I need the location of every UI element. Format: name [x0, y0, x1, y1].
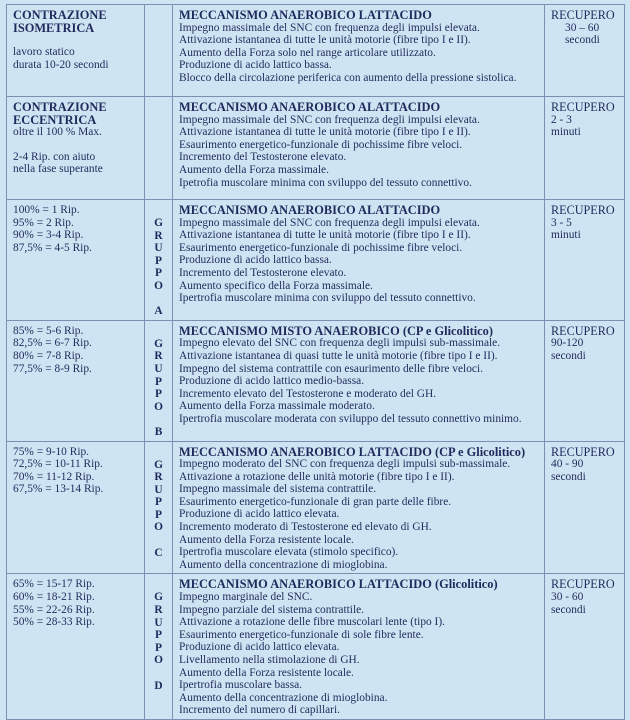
group-letter: O — [154, 400, 163, 413]
mechanism-line: Produzione di acido lattico elevata. — [179, 508, 340, 521]
mechanism-line: Aumento specifico della Forza massimale. — [179, 279, 373, 292]
mechanism-cell — [173, 5, 545, 97]
mechanism-line: Produzione di acido lattico bassa. — [179, 254, 332, 267]
load-line: 2-4 Rip. con aiuto — [13, 150, 96, 163]
group-letter: U — [154, 616, 163, 629]
load-line: 60% = 18-21 Rip. — [13, 591, 95, 604]
mechanism-line: Incremento moderato di Testosterone ed elevato di GH. — [179, 521, 432, 534]
mechanism-line: Produzione di acido lattico medio-bassa. — [179, 375, 365, 388]
group-letter: O — [154, 521, 163, 534]
mechanism-cell — [173, 320, 545, 441]
group-letter — [151, 413, 166, 426]
recovery-title: RECUPERO — [551, 101, 615, 114]
load-line: 70% = 11-12 Rip. — [13, 470, 95, 483]
mechanism-cell — [173, 441, 545, 574]
recovery-cell — [545, 574, 625, 720]
mechanism-line: Esaurimento energetico-funzionale di pochissime fibre veloci. — [179, 241, 463, 254]
recovery-value: secondi — [565, 34, 600, 47]
group-letter — [151, 534, 166, 547]
load-line: lavoro statico — [13, 46, 75, 59]
load-line: 77,5% = 8-9 Rip. — [13, 362, 92, 375]
mechanism-line: Impegno massimale del sistema contrattile. — [179, 483, 377, 496]
recovery-cell — [545, 200, 625, 321]
mechanism-cell — [173, 97, 545, 200]
mechanism-line: Attivazione istantanea di tutte le unità motorie (fibre tipo I e II). — [179, 126, 471, 139]
recovery-value: secondi — [551, 349, 586, 362]
training-table — [6, 4, 625, 720]
load-line — [13, 139, 138, 151]
load-line: 72,5% = 10-11 Rip. — [13, 458, 103, 471]
load-line: 100% = 1 Rip. — [13, 204, 80, 216]
mechanism-line: Attivazione a rotazione delle unità motorie (fibre tipo I e II). — [179, 470, 455, 483]
group-letter: R — [154, 471, 163, 484]
table-row — [7, 200, 625, 321]
group-letter: P — [155, 267, 162, 280]
group-letter: P — [155, 254, 162, 267]
group-letter: A — [154, 305, 163, 318]
group-letter: O — [154, 279, 163, 292]
mechanism-line: Livellamento nella stimolazione di GH. — [179, 654, 360, 666]
load-line — [13, 34, 138, 46]
mechanism-line: Esaurimento energetico-funzionale di gran parte delle fibre. — [179, 495, 452, 508]
group-label — [145, 200, 173, 321]
group-label — [145, 320, 173, 441]
load-line: oltre il 100 % Max. — [13, 126, 102, 139]
load-line: nella fase superante — [13, 163, 103, 176]
load-cell — [7, 5, 145, 97]
mechanism-line: Attivazione a rotazione delle fibre muscolari lente (tipo I). — [179, 616, 445, 629]
load-line: durata 10-20 secondi — [13, 58, 109, 71]
mechanism-title: MECCANISMO ANAEROBICO LATTACIDO (CP e Glicolitico) — [179, 445, 526, 459]
mechanism-line: Ipertrofia muscolare minima con sviluppo del tessuto connettivo. — [179, 292, 476, 305]
group-letter: U — [154, 483, 163, 496]
recovery-title: RECUPERO — [551, 204, 615, 217]
recovery-cell — [545, 441, 625, 574]
mechanism-line: Produzione di acido lattico bassa. — [179, 59, 332, 72]
recovery-cell — [545, 5, 625, 97]
mechanism-cell — [173, 200, 545, 321]
recovery-title: RECUPERO — [551, 445, 615, 459]
group-letter: U — [154, 362, 163, 375]
group-letter: P — [155, 508, 162, 521]
recovery-value: minuti — [551, 229, 581, 242]
mechanism-line: Impegno parziale del sistema contrattile. — [179, 603, 365, 616]
group-letter: R — [154, 604, 163, 617]
group-letter: U — [154, 242, 163, 255]
mechanism-title: MECCANISMO ANAEROBICO LATTACIDO (Glicolitico) — [179, 578, 498, 592]
mechanism-line: Incremento del Testosterone elevato. — [179, 151, 347, 164]
load-cell — [7, 320, 145, 441]
group-letter: O — [154, 654, 163, 667]
load-line: 65% = 15-17 Rip. — [13, 578, 95, 591]
mechanism-line: Produzione di acido lattico elevata. — [179, 641, 340, 654]
mechanism-line: Aumento della Forza massimale. — [179, 163, 329, 176]
group-letter: P — [155, 388, 162, 401]
table-row — [7, 5, 625, 97]
group-letter — [151, 293, 166, 306]
contraction-title: ISOMETRICA — [13, 21, 95, 35]
table-row — [7, 97, 625, 200]
mechanism-line: Ipetrofia muscolare minima con sviluppo del tessuto connettivo. — [179, 176, 472, 189]
recovery-value: 30 - 60 — [551, 591, 584, 604]
mechanism-line: Aumento della Forza resistente locale. — [179, 666, 354, 679]
mechanism-line: Incremento del numero di capillari. — [179, 704, 340, 717]
mechanism-line: Aumento della Forza solo nel range articolare utilizzato. — [179, 46, 436, 59]
mechanism-line: Aumento della Forza resistente locale. — [179, 533, 354, 546]
mechanism-line: Aumento della Forza massimale moderato. — [179, 400, 375, 413]
group-letter: D — [154, 679, 163, 692]
group-label — [145, 441, 173, 574]
load-line: 95% = 2 Rip. — [13, 216, 74, 229]
recovery-value: secondi — [551, 603, 586, 616]
recovery-value: secondi — [551, 470, 586, 483]
load-line: 90% = 3-4 Rip. — [13, 229, 84, 242]
load-cell — [7, 441, 145, 574]
group-letter: P — [155, 641, 162, 654]
recovery-title: RECUPERO — [551, 578, 615, 592]
load-line: 67,5% = 13-14 Rip. — [13, 483, 104, 496]
group-label — [145, 574, 173, 720]
mechanism-line: Impegno marginale del SNC. — [179, 591, 313, 604]
group-letter: P — [155, 375, 162, 388]
load-line: 85% = 5-6 Rip. — [13, 324, 84, 337]
group-letter: G — [154, 458, 163, 471]
load-cell — [7, 200, 145, 321]
recovery-value: 30 – 60 — [565, 21, 600, 34]
group-letter: P — [155, 629, 162, 642]
contraction-title: ECCENTRICA — [13, 113, 97, 127]
group-label — [145, 97, 173, 200]
group-letter: G — [154, 217, 163, 229]
mechanism-line: Ipertrofia muscolare moderata con sviluppo del tessuto connettivo minimo. — [179, 412, 522, 425]
mechanism-line: Attivazione istantanea di tutte le unità motorie (fibre tipo I e II). — [179, 34, 471, 47]
recovery-cell — [545, 320, 625, 441]
mechanism-line: Blocco della circolazione periferica con aumento della pressione sistolica. — [179, 71, 517, 84]
group-letter: G — [154, 591, 163, 604]
recovery-value: 3 - 5 — [551, 216, 572, 229]
table-row — [7, 574, 625, 720]
contraction-title: CONTRAZIONE — [13, 101, 107, 114]
mechanism-line: Ipertrofia muscolare elevata (stimolo specifico). — [179, 546, 399, 559]
mechanism-title: MECCANISMO MISTO ANAEROBICO (CP e Glicolitico) — [179, 324, 494, 338]
mechanism-line: Impegno massimale del SNC con frequenza degli impulsi elevata. — [179, 113, 480, 126]
load-line: 87,5% = 4-5 Rip. — [13, 241, 92, 254]
load-line: 55% = 22-26 Rip. — [13, 603, 95, 616]
group-letter: P — [155, 496, 162, 509]
load-line: 82,5% = 6-7 Rip. — [13, 337, 92, 350]
load-line: 80% = 7-8 Rip. — [13, 349, 84, 362]
group-label — [145, 5, 173, 97]
mechanism-line: Esaurimento energetico-funzionale di sole fibre lente. — [179, 628, 424, 641]
group-letter: R — [154, 229, 163, 242]
load-line: 50% = 28-33 Rip. — [13, 616, 95, 629]
recovery-cell — [545, 97, 625, 200]
group-letter: C — [154, 546, 163, 559]
mechanism-line: Incremento elevato del Testosterone e moderato del GH. — [179, 387, 437, 400]
mechanism-line: Impegno elevato del SNC con frequenza degli impulsi sub-massimale. — [179, 337, 501, 350]
recovery-value: 2 - 3 — [551, 113, 572, 126]
group-letter — [151, 667, 166, 680]
mechanism-line: Incremento del Testosterone elevato. — [179, 266, 347, 279]
group-letter: B — [154, 425, 163, 438]
mechanism-title: MECCANISMO ANAEROBICO ALATTACIDO — [179, 101, 441, 114]
mechanism-title: MECCANISMO ANAEROBICO LATTACIDO — [179, 9, 432, 22]
contraction-title: CONTRAZIONE — [13, 9, 107, 22]
mechanism-line: Attivazione istantanea di quasi tutte le unità motorie (fibre tipo I e II). — [179, 349, 498, 362]
load-cell — [7, 97, 145, 200]
mechanism-line: Attivazione istantanea di tutte le unità motorie (fibre tipo I e II). — [179, 229, 471, 242]
recovery-value: 90-120 — [551, 337, 584, 350]
mechanism-title: MECCANISMO ANAEROBICO ALATTACIDO — [179, 204, 441, 217]
mechanism-line: Esaurimento energetico-funzionale di pochissime fibre veloci. — [179, 138, 463, 151]
mechanism-line: Aumento della concentrazione di mioglobina. — [179, 558, 388, 571]
mechanism-line: Ipertrofia muscolare bassa. — [179, 679, 303, 692]
table-row — [7, 320, 625, 441]
recovery-value: minuti — [551, 126, 581, 139]
recovery-value: 40 - 90 — [551, 458, 584, 471]
group-letter: G — [154, 337, 163, 350]
mechanism-line: Impegno moderato del SNC con frequenza degli impulsi sub-massimale. — [179, 458, 511, 471]
mechanism-line: Aumento della concentrazione di mioglobina. — [179, 691, 388, 704]
group-letter: R — [154, 350, 163, 363]
load-line: 75% = 9-10 Rip. — [13, 445, 90, 458]
mechanism-line: Impegno del sistema contrattile con esaurimento delle fibre veloci. — [179, 362, 483, 375]
mechanism-line: Impegno massimale del SNC con frequenza degli impulsi elevata. — [179, 216, 480, 229]
mechanism-line: Impegno massimale del SNC con frequenza degli impulsi elevata. — [179, 21, 480, 34]
mechanism-cell — [173, 574, 545, 720]
table-row — [7, 441, 625, 574]
load-cell — [7, 574, 145, 720]
recovery-title: RECUPERO — [551, 9, 615, 22]
recovery-title: RECUPERO — [551, 324, 615, 338]
